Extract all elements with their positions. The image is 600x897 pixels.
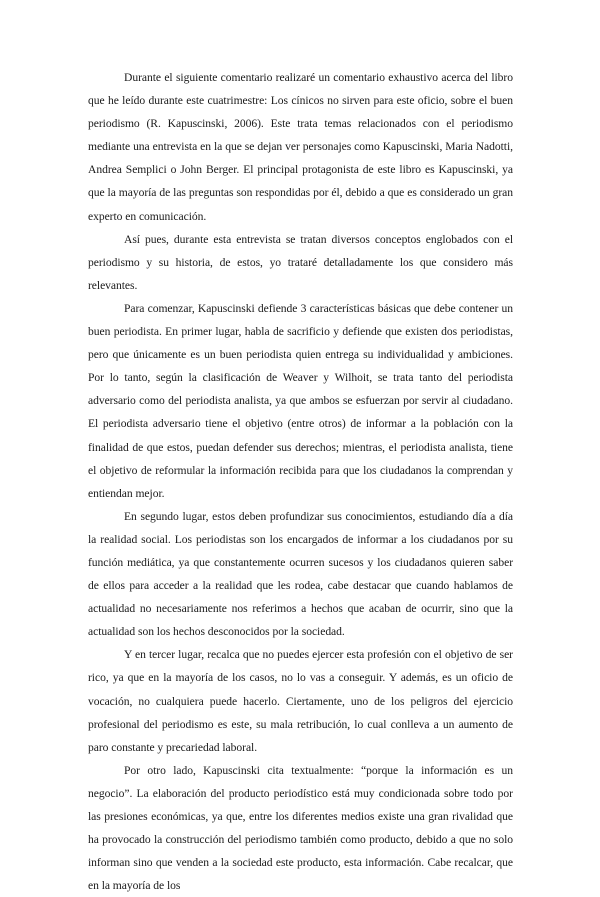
paragraph-third-point: Y en tercer lugar, recalca que no puedes ejercer esta profesión con el objetivo de ser rico, ya que en la mayoría de los casos, no lo vas a conseguir. Y además, es un oficio de vocación, no cualquiera puede hacerlo. Ciertamente, uno de los peligros del ejercicio profesional del periodismo es este, su mala retribución, lo cual conlleva a un aumento de paro constante y precariedad laboral.	[88, 648, 513, 754]
paragraph-second-point: En segundo lugar, estos deben profundizar sus conocimientos, estudiando día a día la realidad social. Los periodistas son los encargados de informar a los ciudadanos por su función mediática, ya que constantemente ocurren sucesos y los ciudadanos quieren saber de ellos para acceder a la realidad que les rodea, cabe destacar que cuando hablamos de actualidad no necesariamente nos referimos a hechos que acaban de ocurrir, sino que la actualidad son los hechos desconocidos por la sociedad.	[88, 509, 513, 639]
paragraph-business: Por otro lado, Kapuscinski cita textualmente: “porque la información es un negocio”. La elaboración del producto periodístico está muy condicionada sobre todo por las presiones económicas, ya que, entre los diferentes medios existe una gran rivalidad que ha provocado la construcción del periodismo también como producto, debido a que no solo informan sino que venden a la sociedad este producto, esta información. Cabe recalcar, que en la mayoría de los	[88, 763, 513, 893]
document-body	[88, 66, 513, 897]
paragraph-overview: Así pues, durante esta entrevista se tratan diversos conceptos englobados con el periodismo y su historia, de estos, yo trataré detalladamente los que considero más relevantes.	[88, 232, 513, 292]
paragraph-first-point: Para comenzar, Kapuscinski defiende 3 características básicas que debe contener un buen periodista. En primer lugar, habla de sacrificio y defiende que existen dos periodistas, pero que únicamente es un buen periodista quien entrega su individualidad y ambiciones. Por lo tanto, según la clasificación de Weaver y Wilhoit, se trata tanto del periodista adversario como del periodista analista, ya que ambos se esfuerzan por servir al ciudadano. El periodista adversario tiene el objetivo (entre otros) de informar a la población con la finalidad de que estos, puedan defender sus derechos; mientras, el periodista analista, tiene el objetivo de reformular la información recibida para que los ciudadanos la comprendan y entiendan mejor.	[88, 301, 513, 500]
paragraph-intro: Durante el siguiente comentario realizaré un comentario exhaustivo acerca del libro que he leído durante este cuatrimestre: Los cínicos no sirven para este oficio, sobre el buen periodismo (R. Kapuscinski, 2006). Este trata temas relacionados con el periodismo mediante una entrevista en la que se dejan ver personajes como Kapuscinski, Maria Nadotti, Andrea Semplici o John Berger. El principal protagonista de este libro es Kapuscinski, ya que la mayoría de las preguntas son respondidas por él, debido a que es considerado un gran experto en comunicación.	[88, 71, 513, 223]
